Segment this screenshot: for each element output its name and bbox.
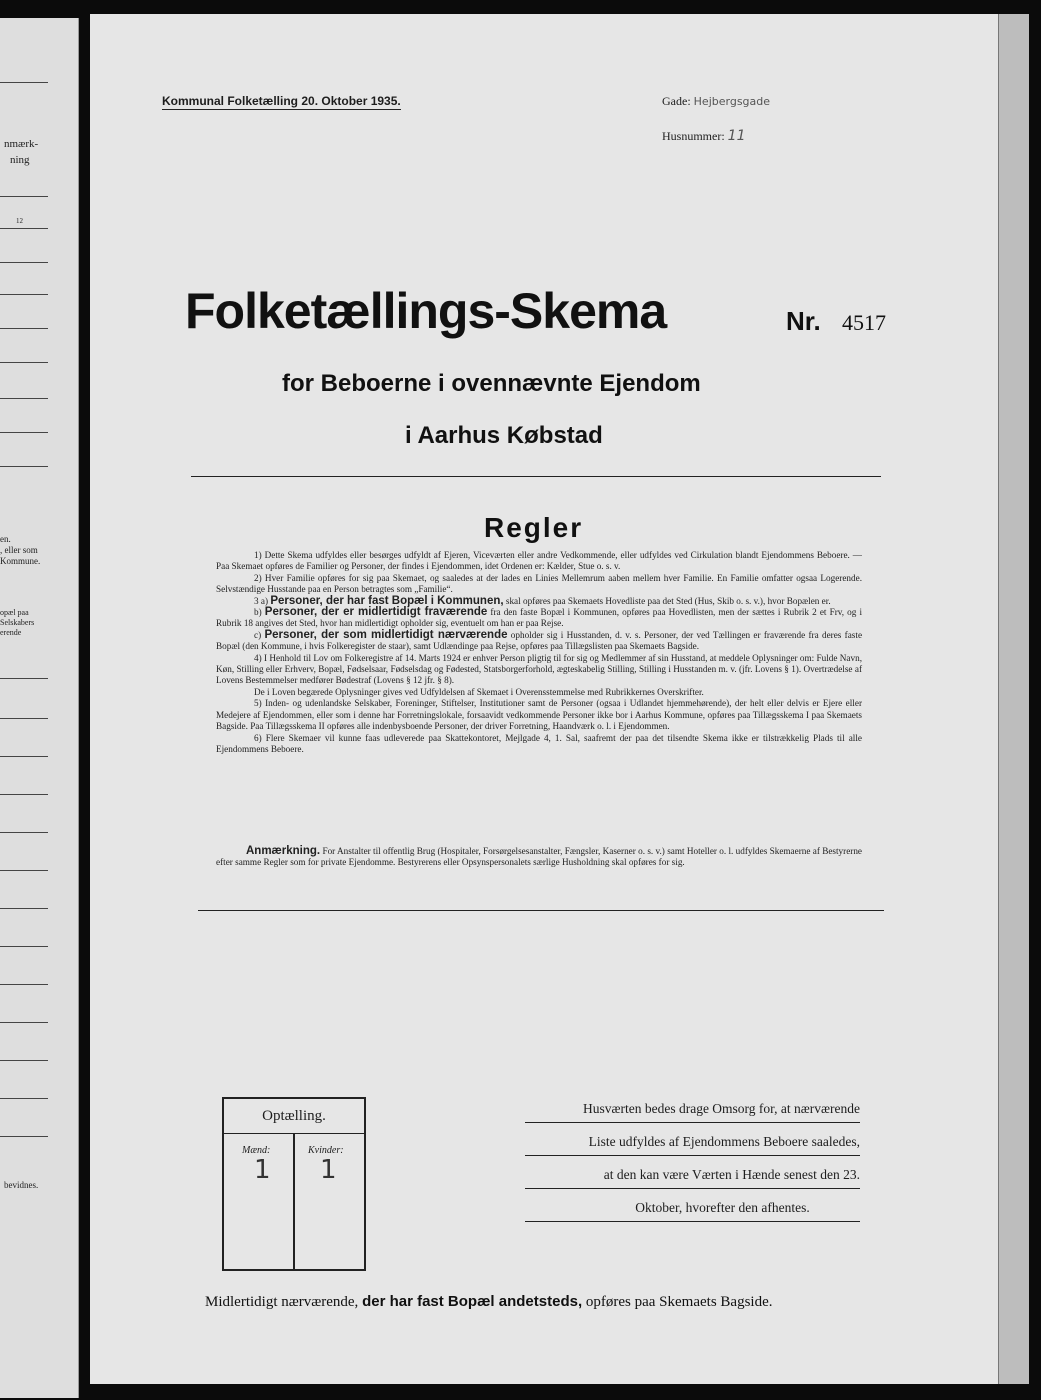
left-rule: [0, 832, 48, 833]
form-number-label: Nr.: [786, 306, 821, 336]
count-box: [222, 1097, 366, 1271]
left-rule: [0, 466, 48, 467]
left-snippet-3: bevidnes.: [4, 1180, 39, 1190]
left-snippet-1: [0, 534, 40, 567]
women-label: Kvinder:: [308, 1145, 344, 1156]
rule-bold: Personer, der er midlertidigt fraværende: [264, 606, 488, 619]
left-header-line: nmærk-: [4, 138, 39, 150]
census-title: Kommunal Folketælling 20. Oktober 1935.: [162, 94, 401, 108]
rule-prefix: 3 a): [254, 595, 269, 606]
men-label: Mænd:: [242, 1145, 271, 1156]
footer-bold: der har fast Bopæl andetsteds,: [362, 1293, 583, 1310]
form-number-value: 4517: [842, 310, 886, 335]
left-rule: [0, 1136, 48, 1137]
page-edge: [998, 14, 1029, 1384]
left-column-number: 12: [16, 217, 23, 225]
left-rule: [0, 228, 48, 229]
footer-note: [205, 1293, 773, 1311]
left-rule: [0, 678, 48, 679]
rule-5: 5) Inden- og udenlandske Selskaber, Foreninger, Stiftelser, Institutioner samt de Personer (ogsaa i Udlandet hjemmehørende), der helt eller delvis er Ejere eller Medejere af Ejendommen, eller som i denne har Forretningslokale, forsaavidt vedkommende Personer ikke bor i Aarhus Kommune, opføres paa Tillægsskema I paa Skemaets Bagside. Paa Tillægsskema II opføres alle indenbysboende Personer, der driver Forretning, Haandværk o. l. i Ejendommen.: [216, 698, 862, 732]
left-snippet-line: Kommune.: [0, 556, 41, 566]
left-rule: [0, 1060, 48, 1061]
left-header: [4, 136, 38, 168]
rule-text: fra den faste Bopæl i Kommunen, opføres paa Hovedlisten, men der sættes i Rubrik 2 et Frv, og i Rubrik 18 angives det Sted, hvor han midlertidigt opholder sig, eventuelt om han er paa Rejse.: [216, 607, 863, 629]
rule-4b: De i Loven begærede Oplysninger gives ved Udfyldelsen af Skemaet i Overensstemmelse med Rubrikkernes Overskrifter.: [254, 686, 704, 697]
left-rule: [0, 1022, 48, 1023]
left-rule: [0, 718, 48, 719]
rule-2: 2) Hver Familie opføres for sig paa Skemaet, og saaledes at der lades en Linies Mellemrum aaben mellem hver Familie. En Familie omfatter ogsaa Logerende. Selvstændige Husstande paa en Person betragtes som „Familie“.: [216, 572, 862, 595]
left-rule: [0, 294, 48, 295]
left-rule: [0, 196, 48, 197]
rule-bold: Personer, der har fast Bopæl i Kommunen,: [270, 594, 504, 607]
street-label: Gade:: [662, 94, 691, 108]
house-number-label: Husnummer:: [662, 129, 725, 143]
rules-divider: [198, 910, 884, 911]
rule-prefix: c): [254, 629, 262, 640]
left-rule: [0, 756, 48, 757]
form-title: Folketællings-Skema: [185, 283, 667, 339]
left-page-strip: [0, 18, 79, 1398]
notice-line: Liste udfyldes af Ejendommens Beboere saaledes,: [525, 1131, 860, 1156]
left-rule: [0, 946, 48, 947]
notice-line: Oktober, hvorefter den afhentes.: [525, 1197, 860, 1222]
annotation-note: [216, 846, 862, 869]
left-rule: [0, 432, 48, 433]
left-rule: [0, 328, 48, 329]
footer-part: opføres paa Skemaets Bagside.: [585, 1294, 773, 1310]
left-snippet-2: [0, 608, 34, 638]
left-snippet-line: opæl paa: [0, 608, 29, 617]
rule-4: 4) I Henhold til Lov om Folkeregistre af 14. Marts 1924 er enhver Person pligtig til for sig og Medlemmer af sin Husstand, at meddele Oplysninger om: Fulde Navn, Køn, Stilling eller Erhverv, Bopæl, Fødselsaar, Fødselsdag og Fødested, Statsborgerforhold, ægteskabelig Stilling, Stilling i Husstanden m. v. (jfr. Lovens § 1). Overtrædelse af Lovens Bestemmelser medfører Bødestraf (Lovens § 12 jfr. § 8).: [216, 652, 862, 686]
rule-prefix: b): [254, 607, 262, 618]
landlord-notice: [525, 1098, 860, 1230]
count-box-divider: [293, 1133, 295, 1269]
left-rule: [0, 794, 48, 795]
form-location: i Aarhus Købstad: [405, 422, 603, 449]
women-count: 1: [320, 1155, 337, 1185]
left-rule: [0, 870, 48, 871]
street-field: [662, 94, 770, 109]
annotation-label: Anmærkning.: [246, 845, 321, 857]
rule-text: skal opføres paa Skemaets Hovedliste paa det Sted (Hus, Skib o. s. v.), hvor Bopælen er.: [505, 595, 831, 606]
rule-1: 1) Dette Skema udfyldes eller besørges udfyldt af Ejeren, Viceværten eller andre Vedkommende, eller udfyldes ved Cirkulation blandt Ejendommens Beboere. — Paa Skemaet opføres de Familier og Personer, der findes i Ejendommen, idet Ordenen er: Kælder, Stue o. s. v.: [216, 550, 862, 572]
left-snippet-line: en.: [0, 534, 11, 544]
left-rule: [0, 262, 48, 263]
form-subtitle: for Beboerne i ovennævnte Ejendom: [282, 370, 701, 397]
left-rule: [0, 984, 48, 985]
rule-3c: [216, 630, 862, 653]
rules-body: [216, 550, 862, 755]
street-value: Hejbergsgade: [693, 95, 771, 108]
left-rule: [0, 82, 48, 83]
count-box-title: Optælling.: [224, 1099, 364, 1134]
rule-text: opholder sig i Husstanden, d. v. s. Personer, der ved Tællingen er fraværende fra deres faste Bopæl (den Kommune, i hvis Folkeregister de staar), samt Udlændinge paa Rejse, opføres paa Tillægslisten paa Skemaets Bagside.: [216, 629, 863, 652]
left-rule: [0, 398, 48, 399]
title-divider: [191, 476, 881, 477]
left-rule: [0, 908, 48, 909]
rule-3b: [216, 607, 862, 630]
left-snippet-line: Selskabers: [0, 618, 35, 627]
annotation-text: For Anstalter til offentlig Brug (Hospitaler, Forsørgelsesanstalter, Fængsler, Kaserner o. s. v.) samt Hoteller o. l. udfyldes Skemaerne af Bestyrerne efter samme Regler som for private Ejendomme. Bestyrerens eller Opsynspersonalets særlige Husholdning skal opføres for sig.: [216, 846, 863, 868]
left-snippet-line: , eller som: [0, 545, 38, 555]
left-header-line: ning: [10, 154, 30, 166]
rule-6: 6) Flere Skemaer vil kunne faas udleverede paa Skattekontoret, Mejlgade 4, 1. Sal, saafremt der paa det tilsendte Skema ikke er tilstrækkelig Plads til alle Ejendommens Beboere.: [216, 732, 862, 754]
footer-part: Midlertidigt nærværende,: [205, 1294, 359, 1310]
left-snippet-line: erende: [0, 628, 22, 637]
house-number-field: [662, 128, 746, 144]
notice-line: Husværten bedes drage Omsorg for, at nærværende: [525, 1098, 860, 1123]
rules-heading: Regler: [484, 512, 584, 543]
left-rule: [0, 1098, 48, 1099]
men-count: 1: [254, 1155, 271, 1185]
left-rule: [0, 362, 48, 363]
rule-bold: Personer, der som midlertidigt nærværende: [264, 628, 508, 641]
notice-line: at den kan være Værten i Hænde senest den 23.: [525, 1164, 860, 1189]
house-number-value: 11: [727, 128, 746, 144]
